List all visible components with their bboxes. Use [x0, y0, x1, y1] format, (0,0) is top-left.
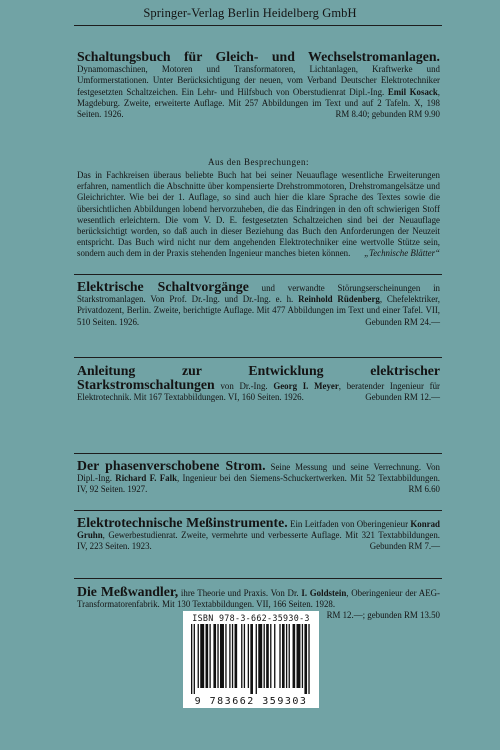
barcode-bar — [258, 624, 262, 688]
book-price: Gebunden RM 24.— — [365, 316, 440, 327]
publisher-name: Springer-Verlag Berlin Heidelberg GmbH — [143, 6, 357, 20]
divider — [74, 357, 442, 358]
book-title: Die Meßwandler, — [77, 584, 179, 599]
book-description: von Dr.-Ing. — [214, 381, 274, 392]
review-text-block — [77, 170, 440, 260]
barcode-bar — [232, 624, 233, 688]
barcode-bar — [213, 624, 216, 688]
barcode-bar — [220, 624, 224, 688]
divider — [74, 578, 442, 579]
barcode-bar — [266, 624, 269, 688]
barcode-bar — [256, 624, 257, 694]
book-description: und verwandte Störungserscheinungen in Starkstromanlagen. Von Prof. Dr.-Ing. und Dr.-Ing. e. h. — [77, 283, 440, 305]
isbn-text: ISBN 978-3-662-35930-3 — [192, 613, 310, 623]
barcode-bar — [250, 624, 253, 694]
review-text: Das in Fachkreisen überaus beliebte Buch hat bei seiner Neuauflage wesentliche Erweiterungen erfahren, namentlich die Abschnitte über kompensierte Drehstrommotoren, Drehstromangelsätze und Gleichrichter. Wie bei der 1. Auflage, so sind auch hier die klare Sprache des Textes sowie die übersichtlichen Abbildungen lobend hervorzuheben, die das Eindringen in den oft schwierigen Stoff wesentlich erleichtern. Die vom V. D. E. festgesetzten Schaltzeichen sind bei der Neuauflage berücksichtigt worden, so daß auch in dieser Beziehung das Buch den Anforderungen der Neuzeit entspricht. Das Buch wird nicht nur dem angehenden Elektrotechniker eine wertvolle Stütze sein, sondern auch dem in der Praxis stehenden Ingenieur manches bieten können. — [77, 170, 440, 259]
reviews-section — [77, 157, 440, 260]
book-price: RM 8.40; gebunden RM 9.90 — [335, 109, 440, 120]
book-description: Ein Leitfaden von Oberingenieur — [287, 519, 411, 529]
book-author: Reinhold Rüdenberg — [298, 294, 380, 305]
top-rule — [74, 25, 442, 26]
book-description: Seine Messung und seine Verrechnung. Von Dipl.-Ing. — [77, 462, 440, 484]
barcode-bar — [296, 624, 300, 688]
barcode-bar — [304, 624, 307, 694]
book-title: Der phasenverschobene Strom. — [77, 458, 266, 473]
book-details: , Oberingenieur der AEG-Transformatorenfabrik. Mit 130 Textabbildungen. VII, 166 Seiten. 1928. — [77, 588, 441, 610]
barcode-bar — [282, 624, 285, 688]
book-price: Gebunden RM 12.— — [365, 392, 440, 403]
book-author: I. Goldstein — [301, 588, 347, 598]
book-author: Richard F. Falk — [115, 473, 178, 484]
divider — [74, 453, 442, 454]
divider — [74, 274, 442, 275]
book-details: , beratender Ingenieur für Elektrotechnik. Mit 167 Textabbildungen. VI, 160 Seiten. 1926. — [77, 381, 440, 403]
book-title: Schaltungsbuch für Gleich- und Wechselstromanlagen. — [77, 49, 440, 64]
barcode-bar — [191, 624, 192, 694]
book-price: Gebunden RM 7.— — [369, 541, 440, 552]
barcode-label — [183, 611, 319, 708]
barcode-bar — [225, 624, 226, 688]
book-entry-messinstrumente — [77, 516, 440, 553]
barcode-bar — [206, 624, 209, 688]
barcode-bar — [194, 624, 195, 694]
ean-number: 9 783662 359303 — [194, 696, 308, 707]
barcode-bar — [286, 624, 287, 688]
divider — [74, 510, 442, 511]
barcode-bars — [191, 624, 311, 694]
book-details: , Ingenieur bei den Siemens-Schuckertwerken. Mit 52 Textabbildungen. IV, 92 Seiten. 1927. — [77, 473, 440, 495]
book-title: Elektrotechnische Meßinstrumente. — [77, 515, 288, 530]
barcode-bar — [248, 624, 249, 688]
review-source: „Technische Blätter“ — [364, 248, 440, 259]
book-author: Konrad Gruhn — [77, 519, 440, 541]
book-entry-starkstromschaltungen — [77, 364, 440, 404]
book-title: Anleitung zur Entwicklung elektrischer Starkstromschaltungen — [77, 363, 440, 393]
book-description: Dynamomaschinen, Motoren und Transformatoren, Lichtanlagen, Kraftwerke und Umformerstationen. Unter Berücksichtigung der neuen, vom Verband Deutscher Elektrotechniker festgesetzten Schaltzeichen. Ein Lehr- und Hilfsbuch von Oberstudienrat Dipl.-Ing. — [77, 64, 440, 97]
book-author: Georg I. Meyer — [273, 381, 339, 392]
reviews-heading: Aus den Besprechungen: — [208, 157, 309, 167]
barcode-bar — [235, 624, 238, 688]
barcode-bar — [293, 624, 296, 688]
barcode-bar — [279, 624, 280, 688]
barcode-bar — [274, 624, 275, 688]
book-entry-phasenverschobene-strom — [77, 459, 440, 496]
barcode-bar — [198, 624, 199, 688]
book-author: Emil Kosack — [387, 86, 438, 97]
barcode-bar — [209, 624, 210, 688]
book-details: , Gewerbestudienrat. Zweite, vermehrte und verbesserte Auflage. Mit 321 Textabbildungen. IV, 223 Seiten. 1923. — [77, 530, 440, 552]
barcode-bar — [241, 624, 242, 688]
barcode-bar — [289, 624, 290, 688]
barcode-bar — [244, 624, 245, 688]
barcode-bar — [264, 624, 265, 688]
barcode-bar — [308, 624, 309, 694]
barcode-bar — [217, 624, 218, 688]
book-entry-schaltungsbuch — [77, 50, 440, 120]
book-title: Elektrische Schaltvorgänge — [77, 279, 249, 294]
book-description: ihre Theorie und Praxis. Von Dr. — [178, 588, 302, 598]
book-details: , Chefelektriker, Privatdozent, Berlin. Zweite, berichtigte Auflage. Mit 477 Abbildungen im Text und einer Tafel. VII, 510 Seiten. 1926. — [77, 294, 440, 327]
barcode-bar — [270, 624, 271, 688]
book-details: , Magdeburg. Zweite, erweiterte Auflage. Mit 257 Abbildungen im Text und auf 2 Tafeln. X, 198 Seiten. 1926. — [77, 86, 440, 120]
book-entry-schaltvorgaenge — [77, 280, 440, 328]
barcode-bar — [229, 624, 230, 688]
book-price: RM 12.—; gebunden RM 13.50 — [326, 610, 440, 621]
barcode-bar — [302, 624, 303, 688]
barcode-bar — [200, 624, 204, 688]
book-price: RM 6.60 — [408, 484, 440, 495]
